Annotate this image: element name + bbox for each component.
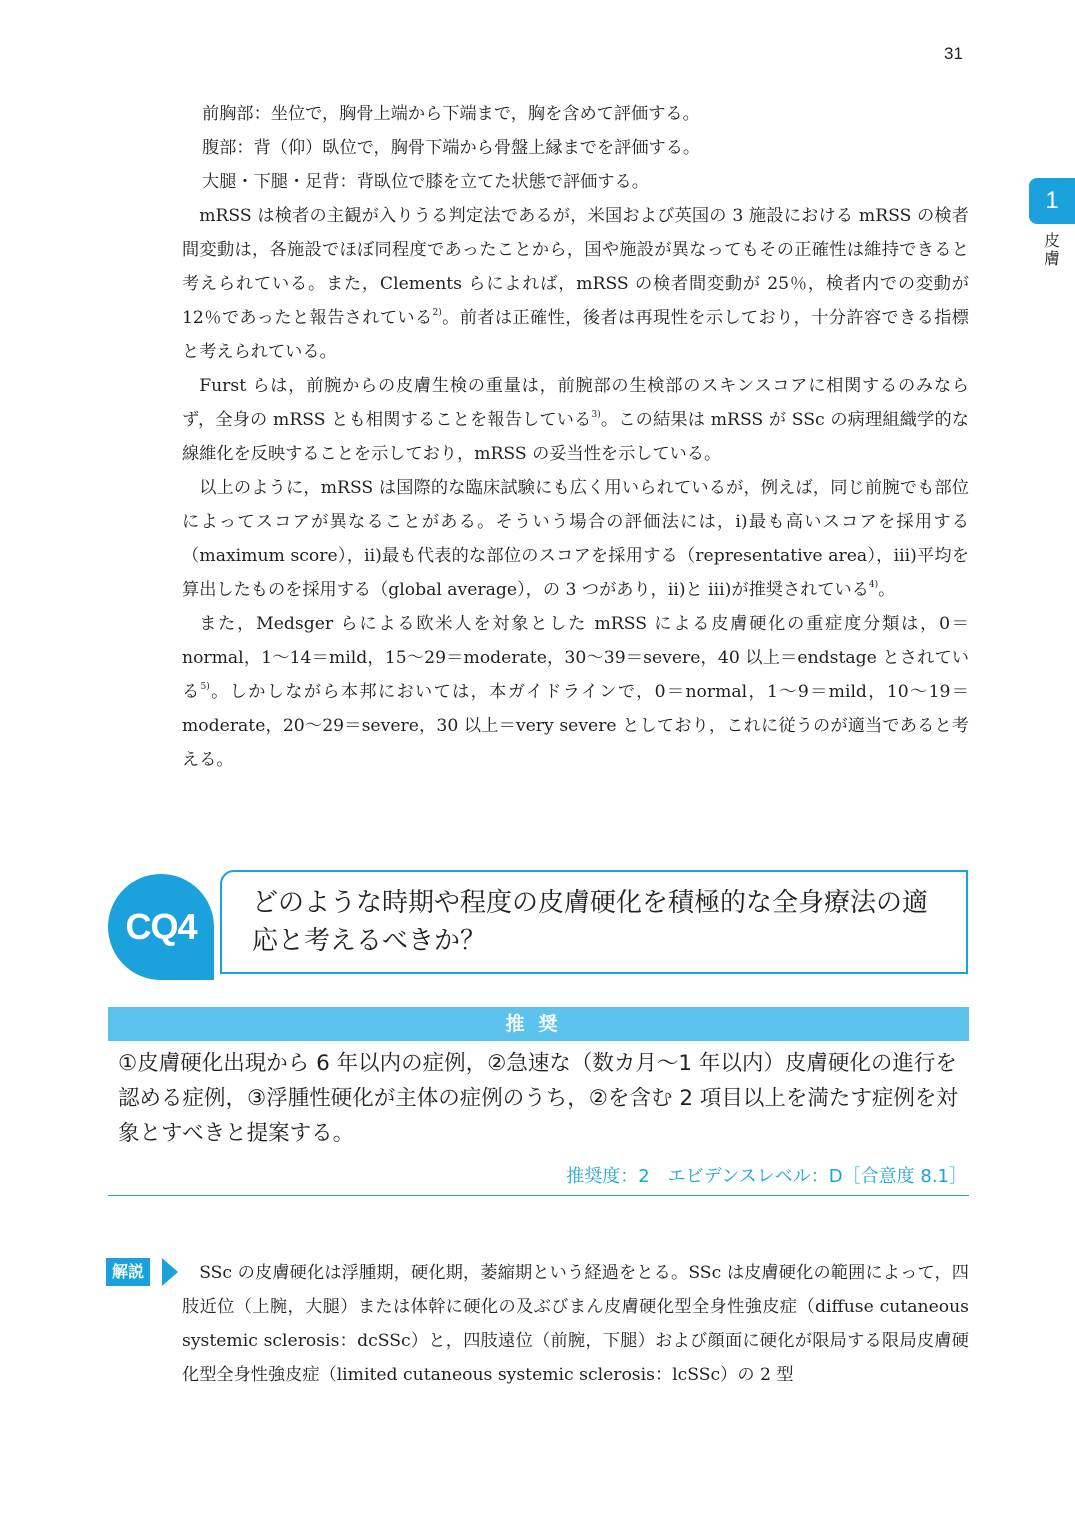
citation: 2): [432, 308, 442, 318]
page-number: 31: [944, 44, 963, 63]
recommendation-text: ①皮膚硬化出現から 6 年以内の症例，②急速な（数カ月〜1 年以内）皮膚硬化の進行を認める症例，③浮腫性硬化が主体の症例のうち，②を含む 2 項目以上を満たす症例を対象とすべきと提案する。: [118, 1051, 958, 1146]
clinical-question: [108, 870, 970, 978]
arrow-right-icon: [162, 1258, 178, 1286]
chapter-label: 皮膚: [1043, 231, 1060, 268]
cq-box: [220, 870, 968, 974]
cq-badge: CQ4: [108, 874, 214, 980]
paragraph: mRSS は検者の主観が入りうる判定法であるが，米国および英国の 3 施設における mRSS の検者間変動は，各施設でほぼ同程度であったことから，国や施設が異なってもその正確性は維持できると考えられている。また，Clements らによれば，mRSS の検者間変動が 25％，検者内での変動が 12％であったと報告されている$^{2)}$。前者は正確性，後者は再現性を示しており，十分許容できる指標と考えられている。: [182, 206, 969, 362]
paragraph: Furst らは，前腕からの皮膚生検の重量は，前腕部の生検部のスキンスコアに相関するのみならず，全身の mRSS とも相関することを報告している$^{3)}$。この結果は mRSS が SSc の病理組織学的な線維化を反映することを示しており，mRSS の妥当性を示している。: [182, 376, 969, 464]
citation: 4): [868, 580, 879, 590]
commentary-text: SSc の皮膚硬化は浮腫期，硬化期，萎縮期という経過をとる。SSc は皮膚硬化の範囲によって，四肢近位（上腕，大腿）または体幹に硬化の及ぶびまん皮膚硬化型全身性強皮症（diffuse cutaneous systemic sclerosis：dcSSc）と，四肢遠位（前腕，下腿）および顔面に硬化が限局する限局皮膚硬化型全身性強皮症（limited cutaneous systemic sclerosis：lcSSc）の 2 型: [182, 1263, 969, 1385]
commentary-marker: [106, 1258, 150, 1286]
intro-line: 前胸部：坐位で，胸骨上端から下端まで，胸を含めて評価する。: [202, 104, 700, 124]
paragraph: また，Medsger らによる欧米人を対象とした mRSS による皮膚硬化の重症度分類は，0＝normal，1〜14＝mild，15〜29＝moderate，30〜39＝severe，40 以上＝endstage とされている$^{5)}$。しかしながら本邦においては，本ガイドラインで，0＝normal，1〜9＝mild，10〜19＝moderate，20〜29＝severe，30 以上＝very severe としており，これに従うのが適当であると考える。: [182, 614, 969, 770]
intro-line: 大腿・下腿・足背：背臥位で膝を立てた状態で評価する。: [202, 172, 649, 192]
divider: [108, 1195, 969, 1196]
cq-question: どのような時期や程度の皮膚硬化を積極的な全身療法の適応と考えるべきか？: [252, 888, 929, 956]
intro-line: 腹部：背（仰）臥位で，胸骨下端から骨盤上縁までを評価する。: [202, 138, 701, 158]
recommendation-level: 推奨度：2 エビデンスレベル：D［合意度 8.1］: [566, 1166, 967, 1187]
commentary-label: 解説: [106, 1258, 150, 1286]
citation: 3): [591, 410, 601, 420]
chapter-tab: 1: [1029, 178, 1075, 224]
paragraph: 以上のように，mRSS は国際的な臨床試験にも広く用いられているが，例えば，同じ前腕でも部位によってスコアが異なることがある。そういう場合の評価法には，i)最も高いスコアを採用する（maximum score），ii)最も代表的な部位のスコアを採用する（representative area），iii)平均を算出したものを採用する（global average），の 3 つがあり，ii)と iii)が推奨されている$^{4)}$。: [182, 478, 969, 600]
citation: 5): [200, 682, 210, 692]
intro-body: [182, 97, 969, 777]
recommendation-heading: 推奨: [108, 1007, 969, 1041]
commentary-body: [182, 1256, 969, 1392]
